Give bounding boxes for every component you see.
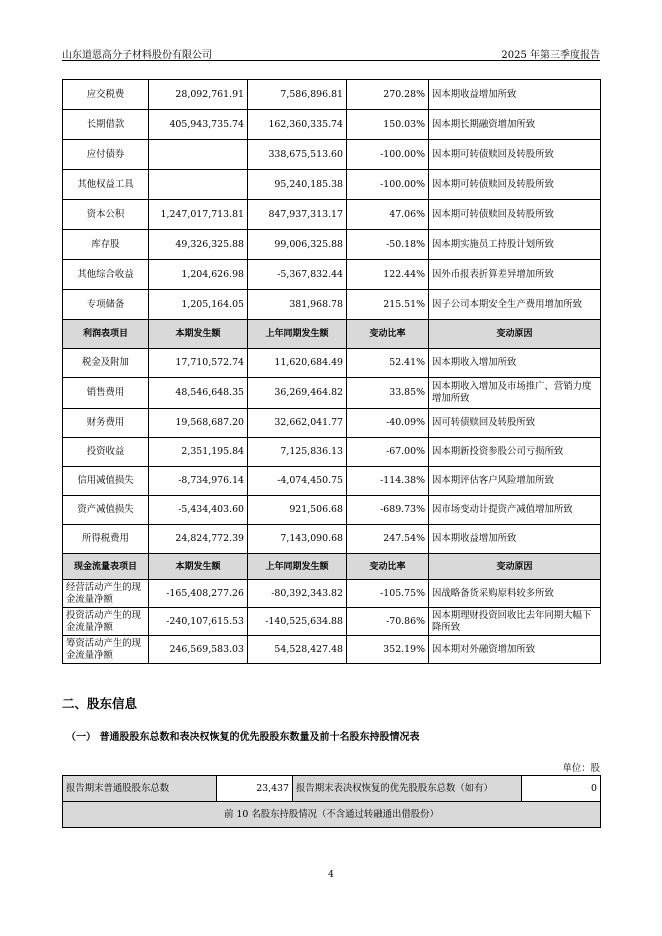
cell-change: -689.73% <box>347 496 429 525</box>
cell-change: -67.00% <box>347 438 429 467</box>
table-row <box>63 636 601 664</box>
cell-current: 48,546,648.35 <box>149 378 248 409</box>
page-header <box>62 44 600 61</box>
cell-reason: 因子公司本期安全生产费用增加所致 <box>429 290 601 320</box>
cell-reason: 变动原因 <box>429 554 601 580</box>
cell-change: 352.19% <box>347 636 429 664</box>
cell-change: 47.06% <box>347 200 429 230</box>
cell-current: 1,204,626.98 <box>149 260 248 290</box>
cell-reason: 因本期可转债赎回及转股所致 <box>429 170 601 200</box>
section-title-shareholders: 二、股东信息 <box>62 696 138 711</box>
cell-change: 52.41% <box>347 349 429 378</box>
cell-name: 应交税费 <box>63 80 149 110</box>
cell-prior: 32,662,041.77 <box>248 409 347 438</box>
cell-prior: -4,074,450.75 <box>248 467 347 496</box>
table-row <box>63 378 601 409</box>
table-row <box>63 525 601 554</box>
cell-change: 270.28% <box>347 80 429 110</box>
preferred-holders-label: 报告期末表决权恢复的优先股股东总数（如有） <box>293 776 522 802</box>
cell-current: 2,351,195.84 <box>149 438 248 467</box>
cell-reason: 因战略备货采购原料较多所致 <box>429 580 601 608</box>
cell-prior: 921,506.68 <box>248 496 347 525</box>
cell-current: -8,734,976.14 <box>149 467 248 496</box>
cell-change: 247.54% <box>347 525 429 554</box>
cell-name: 资本公积 <box>63 200 149 230</box>
table-row <box>63 200 601 230</box>
page-number: 4 <box>328 870 334 880</box>
cell-reason: 因本期对外融资增加所致 <box>429 636 601 664</box>
cell-prior: 36,269,464.82 <box>248 378 347 409</box>
table-row <box>63 608 601 636</box>
cell-reason: 因市场变动计提资产减值增加所致 <box>429 496 601 525</box>
cell-reason: 因本期可转债赎回及转股所致 <box>429 200 601 230</box>
cell-current: 28,092,761.91 <box>149 80 248 110</box>
table-row <box>63 349 601 378</box>
cell-change: -40.09% <box>347 409 429 438</box>
table-row <box>63 496 601 525</box>
cell-prior: 95,240,185.38 <box>248 170 347 200</box>
cell-name: 利润表项目 <box>63 320 149 349</box>
table-row <box>63 802 601 828</box>
cell-current: 49,326,325.88 <box>149 230 248 260</box>
cell-current: 24,824,772.39 <box>149 525 248 554</box>
top10-caption: 前 10 名股东持股情况（不含通过转融通出借股份） <box>63 802 601 828</box>
cell-change: 33.85% <box>347 378 429 409</box>
cell-change: -50.18% <box>347 230 429 260</box>
shareholders-table <box>62 775 601 828</box>
cell-prior: 上年同期发生额 <box>248 320 347 349</box>
cell-prior: 7,586,896.81 <box>248 80 347 110</box>
cell-change: -100.00% <box>347 140 429 170</box>
table-row <box>63 260 601 290</box>
cell-name: 现金流量表项目 <box>63 554 149 580</box>
cell-reason: 因本期实施员工持股计划所致 <box>429 230 601 260</box>
cell-prior: 7,125,836.13 <box>248 438 347 467</box>
cell-change: -100.00% <box>347 170 429 200</box>
cell-change: 150.03% <box>347 110 429 140</box>
cell-prior: 7,143,090.68 <box>248 525 347 554</box>
cell-change: -114.38% <box>347 467 429 496</box>
cell-current: 1,247,017,713.81 <box>149 200 248 230</box>
table-row <box>63 140 601 170</box>
cell-reason: 因本期长期融资增加所致 <box>429 110 601 140</box>
table-row <box>63 230 601 260</box>
cell-reason: 因本期新投资参股公司亏损所致 <box>429 438 601 467</box>
cell-current <box>149 170 248 200</box>
cell-reason: 因本期收益增加所致 <box>429 80 601 110</box>
cell-current: 17,710,572.74 <box>149 349 248 378</box>
cell-prior: 11,620,684.49 <box>248 349 347 378</box>
cell-prior: 上年同期发生额 <box>248 554 347 580</box>
cell-reason: 因本期收入增加及市场推广、营销力度增加所致 <box>429 378 601 409</box>
cell-reason: 因本期评估客户风险增加所致 <box>429 467 601 496</box>
financial-changes-table <box>62 79 601 664</box>
cell-name: 所得税费用 <box>63 525 149 554</box>
cell-prior: 338,675,513.60 <box>248 140 347 170</box>
cell-name: 专项储备 <box>63 290 149 320</box>
cell-prior: 162,360,335.74 <box>248 110 347 140</box>
table-header-row <box>63 554 601 580</box>
cell-change: 变动比率 <box>347 320 429 349</box>
cell-reason: 因本期可转债赎回及转股所致 <box>429 140 601 170</box>
preferred-holders-value: 0 <box>522 776 601 802</box>
table-row <box>63 438 601 467</box>
cell-name: 投资收益 <box>63 438 149 467</box>
cell-current: -240,107,615.53 <box>149 608 248 636</box>
cell-prior: -80,392,343.82 <box>248 580 347 608</box>
cell-name: 税金及附加 <box>63 349 149 378</box>
cell-change: 122.44% <box>347 260 429 290</box>
cell-name: 筹资活动产生的现金流量净额 <box>63 636 149 664</box>
table-row <box>63 170 601 200</box>
cell-current: 405,943,735.74 <box>149 110 248 140</box>
cell-name: 投资活动产生的现金流量净额 <box>63 608 149 636</box>
cell-name: 经营活动产生的现金流量净额 <box>63 580 149 608</box>
cell-current: 本期发生额 <box>149 320 248 349</box>
cell-name: 应付债券 <box>63 140 149 170</box>
report-title: 2025 年第三季度报告 <box>501 50 600 61</box>
cell-current: 本期发生额 <box>149 554 248 580</box>
cell-reason: 因本期理财投资回收比去年同期大幅下降所致 <box>429 608 601 636</box>
cell-name: 销售费用 <box>63 378 149 409</box>
cell-prior: 54,528,427.48 <box>248 636 347 664</box>
cell-current: -5,434,403.60 <box>149 496 248 525</box>
table-row <box>63 80 601 110</box>
cell-name: 其他权益工具 <box>63 170 149 200</box>
cell-reason: 变动原因 <box>429 320 601 349</box>
cell-current: 1,205,164.05 <box>149 290 248 320</box>
cell-reason: 因外币报表折算差异增加所致 <box>429 260 601 290</box>
cell-reason: 因本期收益增加所致 <box>429 525 601 554</box>
cell-name: 其他综合收益 <box>63 260 149 290</box>
cell-current: -165,408,277.26 <box>149 580 248 608</box>
cell-change: 变动比率 <box>347 554 429 580</box>
table-row <box>63 290 601 320</box>
table-row <box>63 409 601 438</box>
cell-prior: 381,968.78 <box>248 290 347 320</box>
cell-current: 19,568,687.20 <box>149 409 248 438</box>
unit-label: 单位：股 <box>562 763 600 774</box>
subsection-title: （一） 普通股股东总数和表决权恢复的优先股股东数量及前十名股东持股情况表 <box>66 732 420 743</box>
company-name: 山东道恩高分子材料股份有限公司 <box>62 50 212 61</box>
cell-name: 库存股 <box>63 230 149 260</box>
cell-name: 财务费用 <box>63 409 149 438</box>
table-row <box>63 776 601 802</box>
table-row <box>63 580 601 608</box>
cell-current <box>149 140 248 170</box>
cell-reason: 因可转债赎回及转股所致 <box>429 409 601 438</box>
cell-name: 长期借款 <box>63 110 149 140</box>
cell-prior: -5,367,832.44 <box>248 260 347 290</box>
common-holders-value: 23,437 <box>217 776 293 802</box>
cell-prior: -140,525,634.88 <box>248 608 347 636</box>
common-holders-label: 报告期末普通股股东总数 <box>63 776 217 802</box>
cell-change: -105.75% <box>347 580 429 608</box>
table-header-row <box>63 320 601 349</box>
cell-change: 215.51% <box>347 290 429 320</box>
cell-prior: 847,937,313.17 <box>248 200 347 230</box>
table-row <box>63 110 601 140</box>
cell-change: -70.86% <box>347 608 429 636</box>
cell-prior: 99,006,325.88 <box>248 230 347 260</box>
cell-name: 信用减值损失 <box>63 467 149 496</box>
cell-reason: 因本期收入增加所致 <box>429 349 601 378</box>
table-row <box>63 467 601 496</box>
cell-current: 246,569,583.03 <box>149 636 248 664</box>
cell-name: 资产减值损失 <box>63 496 149 525</box>
